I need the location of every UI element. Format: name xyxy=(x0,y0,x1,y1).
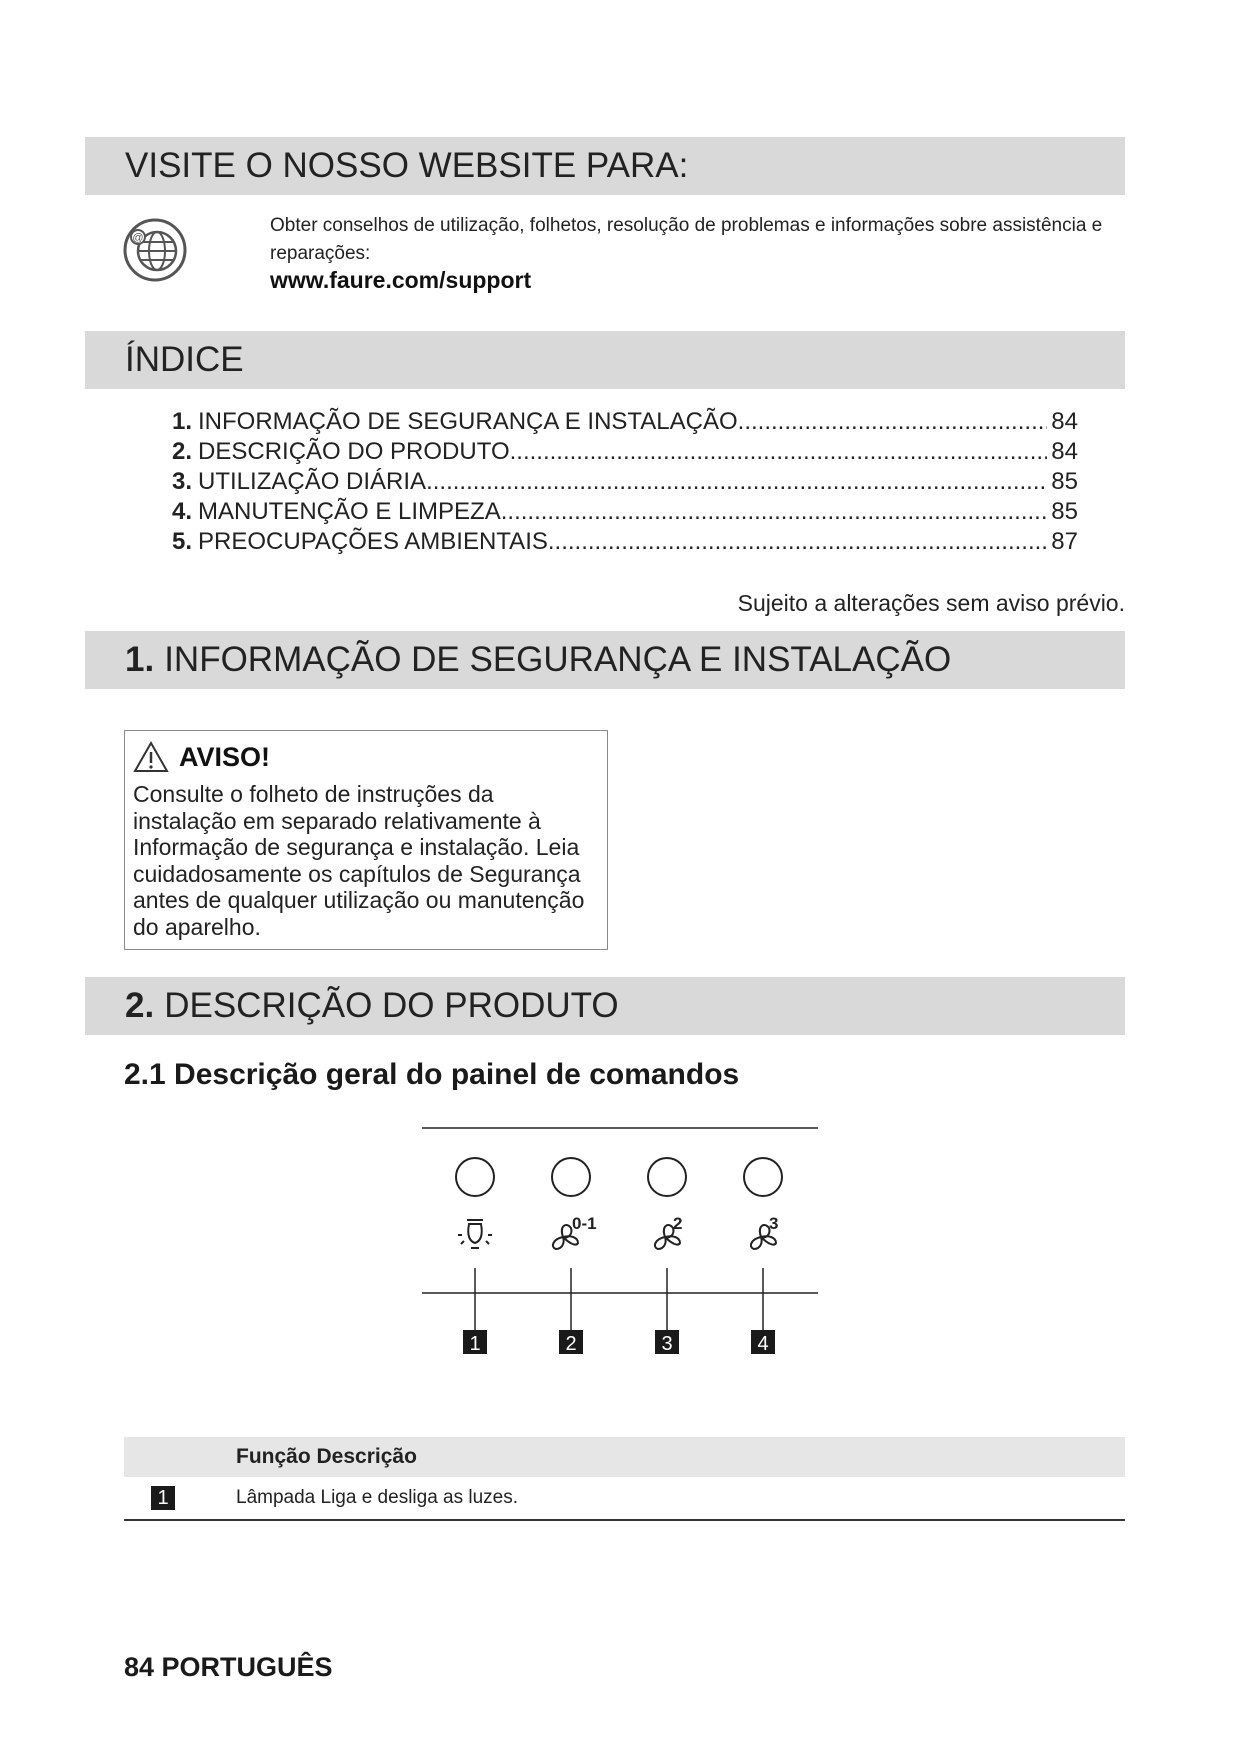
lamp-button[interactable] xyxy=(456,1158,494,1196)
panel-label-1: 1 xyxy=(469,1333,481,1355)
fan-speed-2-button[interactable] xyxy=(648,1158,686,1196)
warning-box xyxy=(124,730,608,950)
toc-number: 3. xyxy=(172,468,193,495)
panel-label-3: 3 xyxy=(661,1333,673,1355)
fan-speed-mark: 3 xyxy=(769,1214,779,1233)
row-badge: 1 xyxy=(151,1486,175,1510)
support-link[interactable]: www.faure.com/support xyxy=(270,267,532,293)
toc-leader xyxy=(548,527,1047,557)
fan-speed-3-button[interactable] xyxy=(744,1158,782,1196)
toc-title: PREOCUPAÇÕES AMBIENTAIS xyxy=(198,528,548,555)
function-table-header-label: Função Descrição xyxy=(236,1445,417,1468)
toc-number: 1. xyxy=(172,408,193,435)
change-notice: Sujeito a alterações sem aviso prévio. xyxy=(737,590,1125,616)
fan-speed-3-icon xyxy=(751,1214,779,1249)
panel-label-4: 4 xyxy=(757,1333,769,1355)
table-of-contents xyxy=(172,407,1078,557)
warning-title: AVISO! xyxy=(179,741,271,772)
fan-speed-2-icon xyxy=(655,1214,683,1249)
warning-text: Consulte o folheto de instruções da instalação em separado relativamente à Informação de segurança e instalação. Leia cuidadosamente os capítulos de Segurança antes de qualquer utilização ou manutenção do aparelho. xyxy=(133,781,585,940)
section2-number: 2. xyxy=(125,986,155,1025)
table-row xyxy=(124,1477,1125,1521)
toc-title: DESCRIÇÃO DO PRODUTO xyxy=(198,438,510,465)
toc-item[interactable] xyxy=(172,497,1078,527)
toc-item[interactable] xyxy=(172,407,1078,437)
svg-text:@: @ xyxy=(132,232,144,244)
toc-number: 5. xyxy=(172,528,193,555)
section1-number: 1. xyxy=(125,640,155,679)
website-description: Obter conselhos de utilização, folhetos, resolução de problemas e informações sobre assistência e reparações: xyxy=(270,215,1103,264)
toc-item[interactable] xyxy=(172,527,1078,557)
toc-leader xyxy=(510,437,1048,467)
row-description: Lâmpada Liga e desliga as luzes. xyxy=(236,1487,519,1508)
toc-page: 84 xyxy=(1051,438,1078,465)
lamp-icon xyxy=(458,1220,492,1248)
control-panel-diagram xyxy=(420,1125,820,1375)
index-heading-bar xyxy=(85,331,1125,389)
website-heading: VISITE O NOSSO WEBSITE PARA: xyxy=(125,146,689,185)
page-footer: 84 PORTUGUÊS xyxy=(124,1652,333,1682)
warning-icon xyxy=(133,741,169,773)
fan-speed-1-button[interactable] xyxy=(552,1158,590,1196)
toc-leader xyxy=(426,467,1047,497)
toc-title: MANUTENÇÃO E LIMPEZA xyxy=(198,498,501,525)
section2-title: DESCRIÇÃO DO PRODUTO xyxy=(164,986,619,1025)
toc-item[interactable] xyxy=(172,467,1078,497)
section2-heading-bar xyxy=(85,977,1125,1035)
section1-title: INFORMAÇÃO DE SEGURANÇA E INSTALAÇÃO xyxy=(164,640,952,679)
toc-item[interactable] xyxy=(172,437,1078,467)
toc-number: 2. xyxy=(172,438,193,465)
toc-leader xyxy=(501,497,1048,527)
fan-speed-mark: 2 xyxy=(673,1214,683,1233)
toc-page: 85 xyxy=(1051,468,1078,495)
warning-header xyxy=(133,741,599,773)
toc-page: 84 xyxy=(1051,408,1078,435)
index-heading: ÍNDICE xyxy=(125,340,244,379)
function-table-header xyxy=(124,1437,1125,1477)
toc-title: INFORMAÇÃO DE SEGURANÇA E INSTALAÇÃO xyxy=(198,408,738,435)
subsection-heading: 2.1 Descrição geral do painel de comandos xyxy=(124,1058,740,1091)
fan-speed-mark: 0-1 xyxy=(572,1214,597,1233)
section1-heading-bar xyxy=(85,631,1125,689)
toc-number: 4. xyxy=(172,498,193,525)
globe-icon xyxy=(122,217,188,283)
toc-title: UTILIZAÇÃO DIÁRIA xyxy=(198,468,427,495)
toc-page: 87 xyxy=(1051,528,1078,555)
panel-label-2: 2 xyxy=(565,1333,577,1355)
toc-page: 85 xyxy=(1051,498,1078,525)
toc-leader xyxy=(738,407,1048,437)
website-heading-bar xyxy=(85,137,1125,195)
fan-speed-0-1-icon xyxy=(553,1214,597,1249)
